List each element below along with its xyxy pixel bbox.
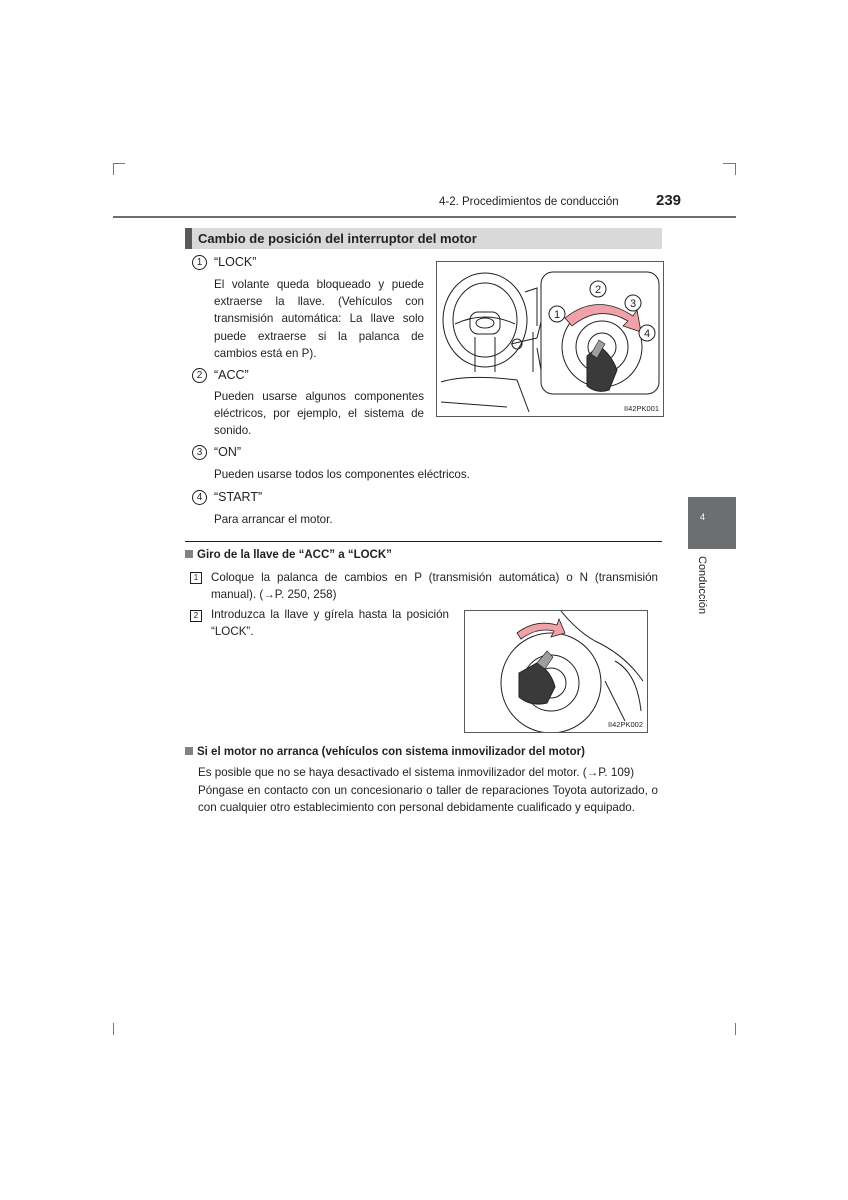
position-text-start: Para arrancar el motor.	[214, 513, 333, 526]
ignition-switch-illustration	[436, 261, 664, 417]
header-rule	[113, 216, 736, 218]
position-label-on: “ON”	[214, 445, 242, 459]
step-number-1: 1	[190, 572, 202, 584]
position-label-start: “START”	[214, 490, 263, 504]
bullet-square-icon	[185, 747, 193, 755]
key-turn-drawing	[465, 611, 647, 732]
figure-callout-3: 3	[629, 298, 637, 310]
step-text-1: Coloque la palanca de cambios en P (transmisión automática) o N (transmisión manual). (→P. 250, 258)	[211, 571, 658, 602]
figure-callout-2: 2	[594, 284, 602, 296]
subsection-heading-acc-to-lock	[185, 549, 392, 561]
figure-callout-1: 1	[553, 309, 561, 321]
marker-2: 2	[192, 368, 207, 383]
crop-mark-top-left-v	[113, 163, 114, 175]
chapter-side-label: Conducción	[696, 556, 708, 615]
position-text-on: Pueden usarse todos los componentes eléctricos.	[214, 468, 470, 481]
figure-code-2: II42PK002	[607, 720, 643, 729]
paragraph-contact-dealer: Póngase en contacto con un concesionario o taller de reparaciones Toyota autorizado, o con cualquier otro establecimiento con personal debidamente cualificado y equipado.	[198, 784, 658, 815]
chapter-tab-number: 4	[700, 512, 706, 522]
subsection-title-2: Si el motor no arranca (vehículos con sistema inmovilizador del motor)	[197, 746, 585, 758]
ignition-switch-drawing	[437, 262, 663, 416]
marker-3: 3	[192, 445, 207, 460]
step-text-2: Introduzca la llave y gírela hasta la posición “LOCK”.	[211, 608, 449, 639]
subsection-title-1: Giro de la llave de “ACC” a “LOCK”	[197, 549, 392, 561]
crop-mark-bottom-right	[735, 1023, 736, 1035]
marker-4: 4	[192, 490, 207, 505]
position-text-acc: Pueden usarse algunos componentes eléctricos, por ejemplo, el sistema de sonido.	[214, 390, 424, 438]
subsection-heading-engine-not-start	[185, 746, 585, 758]
crop-mark-top-right-v	[735, 163, 736, 175]
chapter-title: 4-2. Procedimientos de conducción	[439, 196, 619, 208]
key-turn-illustration	[464, 610, 648, 733]
paragraph-immobilizer: Es posible que no se haya desactivado el sistema inmovilizador del motor. (→P. 109)	[198, 766, 635, 779]
crop-mark-bottom-left	[113, 1023, 114, 1035]
section-title: Cambio de posición del interruptor del motor	[198, 231, 477, 246]
chapter-side-tab	[688, 497, 736, 549]
crop-mark-top-left-h	[113, 163, 125, 164]
position-text-lock: El volante queda bloqueado y puede extraerse la llave. (Vehículos con transmisión automática: La llave solo puede extraerse si la palanca de cambios está en P).	[214, 278, 424, 360]
figure-callout-4: 4	[643, 328, 651, 340]
step-number-2: 2	[190, 610, 202, 622]
crop-mark-top-right-h	[723, 163, 735, 164]
bullet-square-icon	[185, 550, 193, 558]
page-number: 239	[656, 192, 682, 209]
marker-1: 1	[192, 255, 207, 270]
position-label-lock: “LOCK”	[214, 255, 257, 269]
section-title-bar	[185, 228, 662, 249]
position-label-acc: “ACC”	[214, 368, 249, 382]
figure-code-1: II42PK001	[623, 404, 659, 413]
section-divider	[185, 541, 662, 542]
